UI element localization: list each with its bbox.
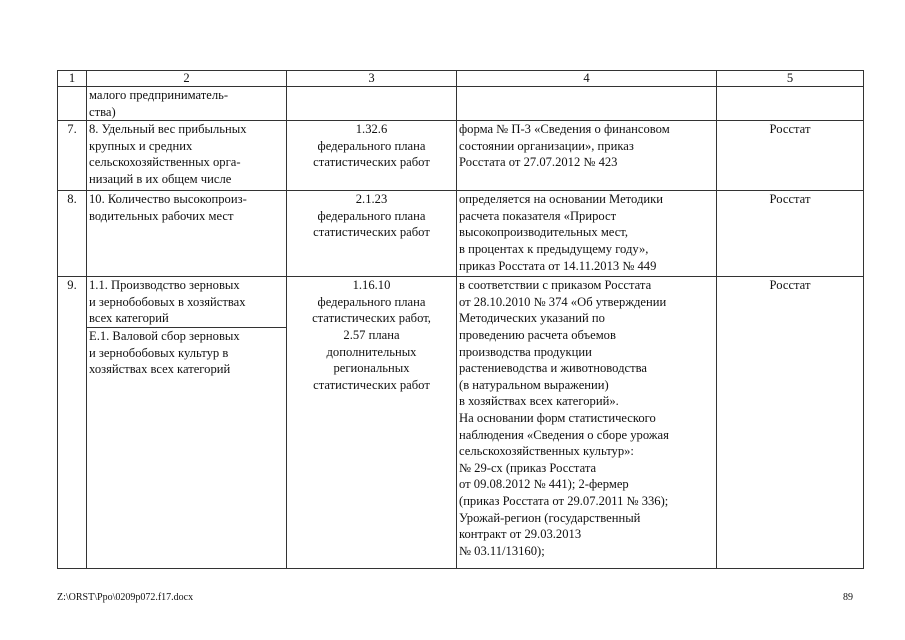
method-cell: [457, 191, 717, 277]
cell-line: 2.57 плана: [343, 327, 400, 342]
cell-line: водительных рабочих мест: [89, 208, 234, 223]
header-cell-3: 3: [287, 71, 457, 87]
cell-line: от 28.10.2010 № 374 «Об утверждении: [459, 294, 667, 309]
cell-line: приказ Росстата от 14.11.2013 № 449: [459, 258, 657, 273]
cell-line: На основании форм статистического: [459, 410, 656, 425]
cell-line: от 09.08.2012 № 441); 2-фермер: [459, 477, 629, 492]
indicator-cell: [87, 87, 287, 121]
header-cell-4: 4: [457, 71, 717, 87]
cell-line: хозяйствах всех категорий: [89, 362, 231, 377]
cell-line: расчета показателя «Прирост: [459, 208, 617, 223]
table-row: [58, 121, 864, 191]
cell-line: статистических работ: [313, 377, 430, 392]
cell-line: № 29-сх (приказ Росстата: [459, 460, 597, 475]
cell-line: и зернобобовых культур в: [89, 345, 229, 360]
table-row: [58, 191, 864, 277]
cell-line: 1.16.10: [352, 278, 391, 293]
cell-line: статистических работ,: [312, 311, 431, 326]
cell-line: крупных и средних: [89, 138, 193, 153]
table-row: [58, 87, 864, 121]
cell-line: 1.32.6: [355, 122, 388, 137]
cell-line: в хозяйствах всех категорий».: [459, 394, 619, 409]
source-cell: [717, 87, 864, 121]
cell-line: Е.1. Валовой сбор зерновых: [89, 328, 240, 343]
cell-line: состоянии организации», приказ: [459, 138, 634, 153]
source-cell: Росстат: [717, 121, 864, 191]
cell-line: статистических работ: [313, 155, 430, 170]
header-cell-5: 5: [717, 71, 864, 87]
cell-line: проведению расчета объемов: [459, 327, 616, 342]
table-row: [58, 277, 864, 569]
cell-line: контракт от 29.03.2013: [459, 527, 582, 542]
document-table: [57, 70, 864, 569]
cell-line: Методических указаний по: [459, 311, 605, 326]
cell-line: 2.1.23: [355, 192, 388, 207]
source-cell: Росстат: [717, 191, 864, 277]
cell-line: сельскохозяйственных орга-: [89, 155, 241, 170]
source-cell: Росстат: [717, 277, 864, 569]
cell-line: в процентах к предыдущему году»,: [459, 241, 649, 256]
cell-line: и зернобобовых в хозяйствах: [89, 294, 246, 309]
cell-line: дополнительных: [326, 344, 417, 359]
row-number: 9.: [58, 277, 87, 569]
file-path: Z:\ORST\Ppo\0209p072.f17.docx: [57, 592, 194, 603]
cell-line: федерального плана: [317, 294, 426, 309]
cell-line: (в натуральном выражении): [459, 377, 609, 392]
header-cell-1: 1: [58, 71, 87, 87]
cell-line: в соответствии с приказом Росстата: [459, 278, 652, 293]
row-number: [58, 87, 87, 121]
cell-line: всех категорий: [89, 311, 169, 326]
cell-line: высокопроизводительных мест,: [459, 225, 628, 240]
cell-line: 10. Количество высокопроиз-: [89, 192, 247, 207]
cell-line: 8. Удельный вес прибыльных: [89, 122, 247, 137]
indicator-secondary: [89, 328, 284, 378]
plan-cell: [287, 191, 457, 277]
indicator-cell: [87, 121, 287, 191]
cell-line: малого предприниматель-: [89, 88, 229, 102]
cell-line: форма № П-3 «Сведения о финансовом: [459, 122, 670, 137]
plan-cell: [287, 87, 457, 121]
header-cell-2: 2: [87, 71, 287, 87]
page-number: 89: [843, 592, 853, 603]
row-number: 7.: [58, 121, 87, 191]
cell-line: Росстата от 27.07.2012 № 423: [459, 155, 618, 170]
row-number: 8.: [58, 191, 87, 277]
cell-line: федерального плана: [317, 208, 426, 223]
cell-line: сельскохозяйственных культур»:: [459, 444, 634, 459]
cell-line: определяется на основании Методики: [459, 192, 663, 207]
cell-line: № 03.11/13160);: [459, 543, 545, 558]
cell-line: статистических работ: [313, 225, 430, 240]
plan-cell: [287, 121, 457, 191]
method-cell: [457, 277, 717, 569]
header-row: [58, 71, 864, 87]
cell-line: региональных: [333, 361, 410, 376]
cell-line: ства): [89, 104, 116, 119]
method-cell: [457, 121, 717, 191]
method-cell: [457, 87, 717, 121]
cell-line: производства продукции: [459, 344, 592, 359]
cell-line: федерального плана: [317, 138, 426, 153]
indicator-primary: [87, 277, 286, 328]
indicator-cell: [87, 277, 287, 569]
cell-line: растениеводства и животноводства: [459, 361, 647, 376]
cell-line: наблюдения «Сведения о сборе урожая: [459, 427, 669, 442]
cell-line: 1.1. Производство зерновых: [89, 278, 240, 293]
indicator-cell: [87, 191, 287, 277]
cell-line: Урожай-регион (государственный: [459, 510, 641, 525]
cell-line: низаций в их общем числе: [89, 171, 232, 186]
cell-line: (приказ Росстата от 29.07.2011 № 336);: [459, 493, 669, 508]
plan-cell: [287, 277, 457, 569]
